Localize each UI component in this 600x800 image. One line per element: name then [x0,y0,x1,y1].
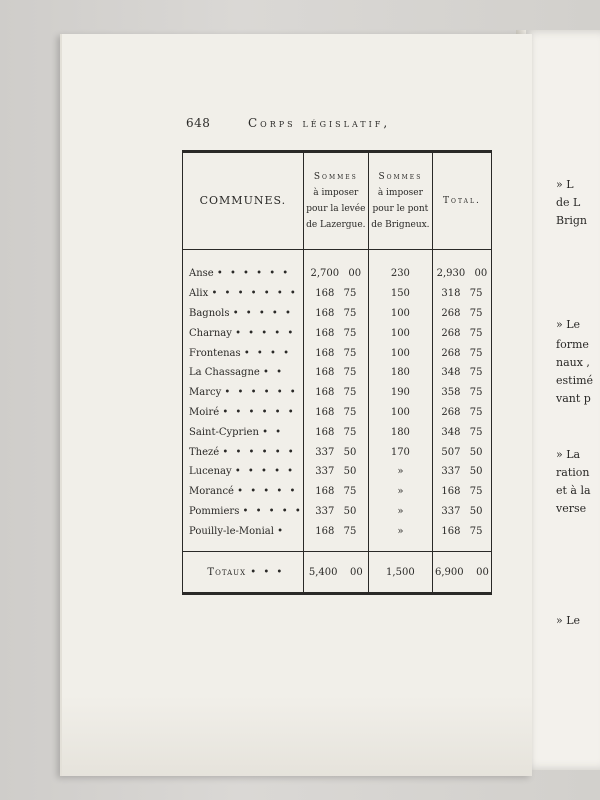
table-body [183,250,492,552]
total-cents: 75 [469,426,483,438]
totals-lazergue-cell [303,552,368,594]
lazergue-cents: 75 [343,486,357,498]
header-brigneux-line: à imposer [377,188,423,198]
table-row [183,521,492,551]
total-amount: 337 [441,466,461,478]
total-cents: 50 [469,446,483,458]
table-row [183,383,492,403]
facing-page-line: Brign [556,214,587,227]
leader-dots: • • • • [243,347,291,359]
total-cell [432,304,491,324]
lazergue-amount: 168 [315,347,335,359]
lazergue-amount: 168 [315,525,335,537]
table-row [183,482,492,502]
lazergue-cell [303,462,368,482]
brigneux-cell [368,521,432,551]
facing-page-line: forme [556,338,589,351]
total-amount: 268 [441,406,461,418]
total-cell [432,422,491,442]
commune-cell [183,323,304,343]
total-amount: 168 [441,486,461,498]
leader-dots: • • • • • [237,486,298,498]
table-row [183,343,492,363]
leader-dots: • • • • • • [222,406,296,418]
brigneux-amount: 100 [390,307,410,319]
brigneux-cell [368,462,432,482]
lazergue-cents: 75 [343,288,357,300]
total-cents: 75 [469,387,483,399]
brigneux-cell [368,323,432,343]
total-cell [432,462,491,482]
table-row [183,462,492,482]
brigneux-cell [368,343,432,363]
lazergue-amount: 337 [315,446,335,458]
header-brigneux-top: Sommes [378,172,423,182]
header-lazergue-top: Sommes [313,172,358,182]
totals-lazergue: 5,400 [308,566,338,578]
totals-label-cell [183,552,304,594]
brigneux-amount: 190 [390,387,410,399]
commune-name: Lucenay [189,466,232,478]
lazergue-amount: 168 [315,387,335,399]
brigneux-amount: 100 [390,406,410,418]
leader-dots: • [277,525,286,537]
lazergue-cell [303,442,368,462]
leader-dots: • • [263,367,284,379]
total-amount: 268 [441,347,461,359]
total-cents: 50 [469,466,483,478]
lazergue-cents: 75 [343,387,357,399]
leader-dots: • • • • • [235,327,296,339]
lazergue-cents: 75 [343,327,357,339]
lazergue-cell [303,521,368,551]
total-cents: 50 [469,505,483,517]
brigneux-cell [368,482,432,502]
total-amount: 348 [441,426,461,438]
table-row [183,422,492,442]
brigneux-amount: 150 [390,288,410,300]
total-amount: 348 [441,367,461,379]
totals-total: 6,900 [435,566,464,578]
facing-page-line: verse [556,502,587,515]
lazergue-amount: 337 [315,505,335,517]
commune-cell [183,403,304,423]
leader-dots: • • • • • • [216,268,291,280]
total-cell [432,250,491,284]
brigneux-amount: » [397,486,404,498]
brigneux-amount: 180 [390,426,410,438]
total-amount: 358 [441,387,461,399]
lazergue-cell [303,482,368,502]
total-cents: 75 [469,288,483,300]
lazergue-amount: 168 [315,367,335,379]
lazergue-cell [303,343,368,363]
lazergue-amount: 168 [315,406,335,418]
table-row [183,502,492,522]
lazergue-cell [303,304,368,324]
brigneux-cell [368,304,432,324]
brigneux-cell [368,383,432,403]
totals-brigneux-cell [368,552,432,594]
brigneux-amount: 230 [390,268,410,280]
page-number: 648 [186,116,211,130]
header-lazergue-line: pour la levée [306,204,366,214]
brigneux-cell [368,250,432,284]
total-cell [432,403,491,423]
total-cell [432,442,491,462]
header-brigneux-line: pour le pont [372,204,429,214]
brigneux-amount: » [397,466,404,478]
total-cell [432,284,491,304]
brigneux-amount: » [397,525,404,537]
brigneux-cell [368,422,432,442]
table-row [183,323,492,343]
brigneux-amount: » [397,505,404,517]
totals-leader-dots: • • • [250,566,285,578]
lazergue-cell [303,502,368,522]
total-cell [432,323,491,343]
facing-page-line: » La [556,448,581,461]
total-amount: 168 [441,525,461,537]
commune-name: Saint-Cyprien [189,426,259,438]
totals-row [183,552,492,594]
lazergue-cents: 50 [343,505,357,517]
commune-cell [183,422,304,442]
total-cell [432,383,491,403]
lazergue-cents: 50 [343,446,357,458]
header-communes: COMMUNES. [183,152,304,250]
table-header-row [183,152,492,250]
commune-cell [183,502,304,522]
running-title: Corps législatif, [248,116,391,130]
table-row [183,363,492,383]
commune-name: Marcy [189,387,222,399]
totals-lazergue-cents: 00 [349,566,363,578]
commune-cell [183,482,304,502]
lazergue-cell [303,383,368,403]
lazergue-cents: 75 [343,347,357,359]
commune-cell [183,250,304,284]
total-cents: 75 [469,307,483,319]
facing-page-line: vant p [556,392,591,405]
leader-dots: • • • • • [234,466,296,478]
leader-dots: • • • • • [232,307,293,319]
header-lazergue [303,152,368,250]
brigneux-cell [368,442,432,462]
commune-name: La Chassagne [189,367,260,379]
commune-cell [183,284,304,304]
brigneux-amount: 100 [390,347,410,359]
total-amount: 337 [441,505,461,517]
lazergue-cell [303,323,368,343]
header-lazergue-line: de Lazergue. [306,220,366,230]
table-row [183,304,492,324]
facing-page-line: de L [556,196,581,209]
total-amount: 268 [441,307,461,319]
total-cents: 75 [469,327,483,339]
lazergue-cell [303,422,368,442]
total-cell [432,482,491,502]
commune-cell [183,383,304,403]
total-cents: 00 [474,268,488,280]
table-row [183,442,492,462]
facing-page-line: » Le [556,318,581,331]
lazergue-cents: 75 [343,426,357,438]
leader-dots: • • • • • • [224,387,298,399]
total-cents: 75 [469,347,483,359]
lazergue-cell [303,403,368,423]
table-row [183,284,492,304]
lazergue-cents: 75 [343,406,357,418]
commune-cell [183,462,304,482]
totals-total-cell [432,552,491,594]
brigneux-amount: 180 [390,367,410,379]
lazergue-amount: 168 [315,426,335,438]
total-cell [432,521,491,551]
lazergue-cents: 75 [343,525,357,537]
brigneux-cell [368,284,432,304]
commune-name: Thezé [189,446,220,458]
totals-brigneux: 1,500 [386,566,415,578]
total-cents: 75 [469,367,483,379]
brigneux-cell [368,502,432,522]
brigneux-cell [368,403,432,423]
lazergue-amount: 168 [315,486,335,498]
facing-page-line: et à la [556,484,591,497]
communes-table [182,150,492,595]
total-amount: 507 [441,446,461,458]
total-cents: 75 [469,486,483,498]
commune-name: Frontenas [189,347,241,359]
leader-dots: • • • • • • • [211,288,298,300]
totals-label: Totaux [207,566,247,578]
lazergue-amount: 2,700 [310,268,340,280]
lazergue-cell [303,284,368,304]
commune-name: Alix [189,288,209,300]
facing-page-line: estimé [556,374,594,387]
commune-cell [183,363,304,383]
commune-name: Pouilly-le-Monial [189,525,274,537]
commune-name: Moiré [189,406,220,418]
leader-dots: • • • • • [242,505,303,517]
commune-cell [183,442,304,462]
lazergue-cell [303,363,368,383]
lazergue-cents: 50 [343,466,357,478]
lazergue-cents: 00 [348,268,362,280]
brigneux-amount: 170 [390,446,410,458]
total-amount: 268 [441,327,461,339]
header-total [432,152,491,250]
lazergue-amount: 168 [315,288,335,300]
leader-dots: • • [262,426,284,438]
header-total-label: Total. [443,196,481,206]
lazergue-amount: 168 [315,307,335,319]
facing-page-line: » L [556,178,574,191]
table-row [183,250,492,284]
total-cell [432,363,491,383]
commune-cell [183,343,304,363]
header-lazergue-line: à imposer [313,188,359,198]
totals-total-cents: 00 [476,566,489,578]
lazergue-amount: 337 [315,466,335,478]
lazergue-cents: 75 [343,307,357,319]
leader-dots: • • • • • • [222,446,296,458]
total-cents: 75 [469,525,483,537]
facing-page-line: naux , [556,356,590,369]
brigneux-cell [368,363,432,383]
table-row [183,403,492,423]
header-brigneux [368,152,432,250]
commune-name: Bagnols [189,307,230,319]
lazergue-cell [303,250,368,284]
header-brigneux-line: de Brigneux. [371,220,430,230]
commune-name: Anse [189,268,214,280]
commune-name: Charnay [189,327,232,339]
total-cents: 75 [469,406,483,418]
facing-page-line: ration [556,466,590,479]
total-amount: 318 [441,288,461,300]
commune-name: Pommiers [189,505,240,517]
lazergue-amount: 168 [315,327,335,339]
commune-cell [183,521,304,551]
total-cell [432,502,491,522]
commune-name: Morancé [189,486,234,498]
total-amount: 2,930 [436,268,466,280]
lazergue-cents: 75 [343,367,357,379]
commune-cell [183,304,304,324]
brigneux-amount: 100 [390,327,410,339]
facing-page-line: » Le [556,614,581,627]
total-cell [432,343,491,363]
